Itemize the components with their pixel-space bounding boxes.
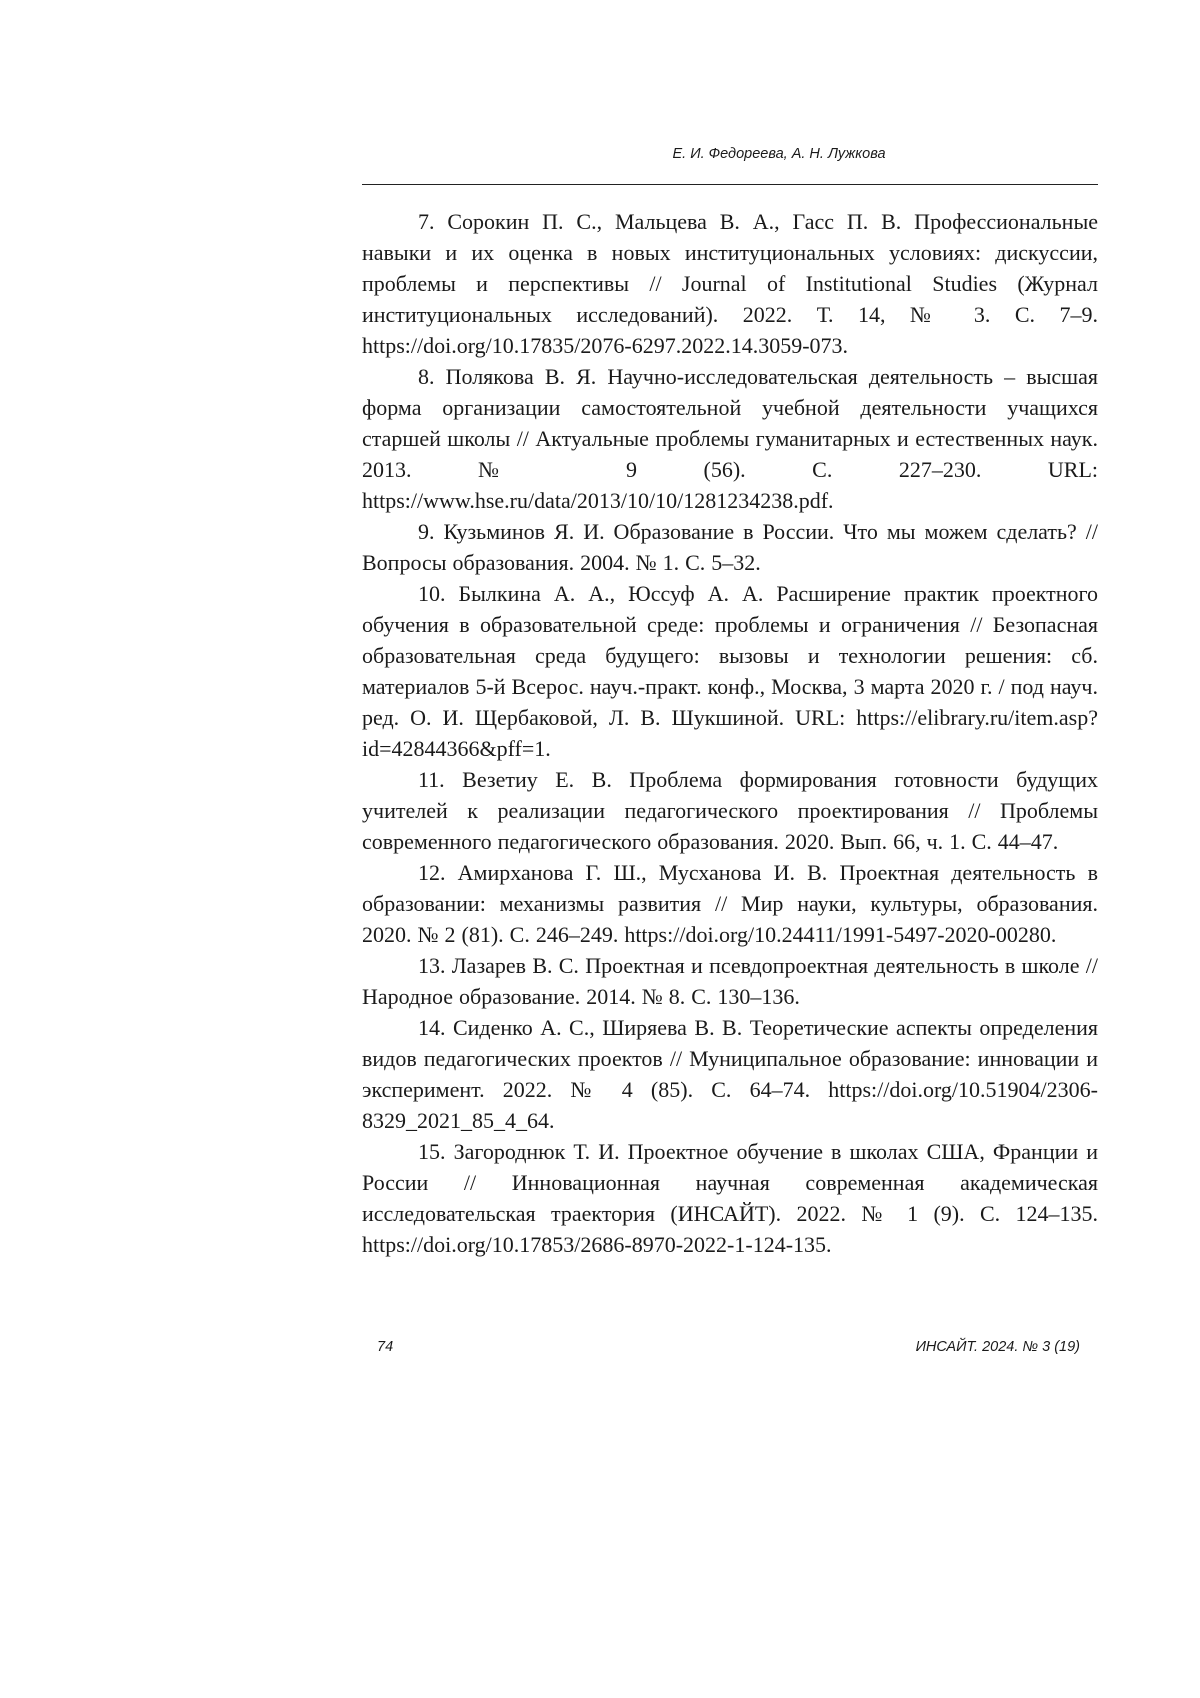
reference-item-11: 11. Везетиу Е. В. Проблема формирования готовности будущих учителей к реализации педагогического проектирования // Проблемы современного педагогического образования. 2020. Вып. 66, ч. 1. С. 44–47. — [362, 764, 1098, 857]
reference-list — [362, 206, 1098, 1260]
reference-item-12: 12. Амирханова Г. Ш., Мусханова И. В. Проектная деятельность в образовании: механизмы развития // Мир науки, культуры, образования. 2020. № 2 (81). С. 246–249. https://doi.org/10.24411/1991-5497-2020-00280. — [362, 857, 1098, 950]
journal-issue: ИНСАЙТ. 2024. № 3 (19) — [916, 1339, 1080, 1355]
reference-item-15: 15. Загороднюк Т. И. Проектное обучение в школах США, Франции и России // Инновационная научная современная академическая исследовательская траектория (ИНСАЙТ). 2022. № 1 (9). С. 124–135. https://doi.org/10.17853/2686-8970-2022-1-124-135. — [362, 1136, 1098, 1260]
reference-item-7: 7. Сорокин П. С., Мальцева В. А., Гасс П. В. Профессиональные навыки и их оценка в новых институциональных условиях: дискуссии, проблемы и перспективы // Journal of Institutional Studies (Журнал институциональных исследований). 2022. Т. 14, № 3. С. 7–9. https://doi.org/10.17835/2076-6297.2022.14.3059-073. — [362, 206, 1098, 361]
reference-item-14: 14. Сиденко А. С., Ширяева В. В. Теоретические аспекты определения видов педагогических проектов // Муниципальное образование: инновации и эксперимент. 2022. № 4 (85). С. 64–74. https://doi.org/10.51904/2306-8329_2021_85_4_64. — [362, 1012, 1098, 1136]
header-divider — [362, 184, 1098, 185]
running-head-authors: Е. И. Федореева, А. Н. Лужкова — [362, 146, 1096, 162]
reference-item-10: 10. Былкина А. А., Юссуф А. А. Расширение практик проектного обучения в образовательной среде: проблемы и ограничения // Безопасная образовательная среда будущего: вызовы и технологии решения: сб. материалов 5-й Всерос. науч.-практ. конф., Москва, 3 марта 2020 г. / под науч. ред. О. И. Щербаковой, Л. В. Шукшиной. URL: https://elibrary.ru/item.asp?id=42844366&pff=1. — [362, 578, 1098, 764]
page-number: 74 — [377, 1339, 393, 1355]
reference-item-8: 8. Полякова В. Я. Научно-исследовательская деятельность – высшая форма организации самостоятельной учебной деятельности учащихся старшей школы // Актуальные проблемы гуманитарных и естественных наук. 2013. № 9 (56). С. 227–230. URL: https://www.hse.ru/data/2013/10/10/1281234238.pdf. — [362, 361, 1098, 516]
reference-item-13: 13. Лазарев В. С. Проектная и псевдопроектная деятельность в школе // Народное образование. 2014. № 8. С. 130–136. — [362, 950, 1098, 1012]
reference-item-9: 9. Кузьминов Я. И. Образование в России. Что мы можем сделать? // Вопросы образования. 2004. № 1. С. 5–32. — [362, 516, 1098, 578]
